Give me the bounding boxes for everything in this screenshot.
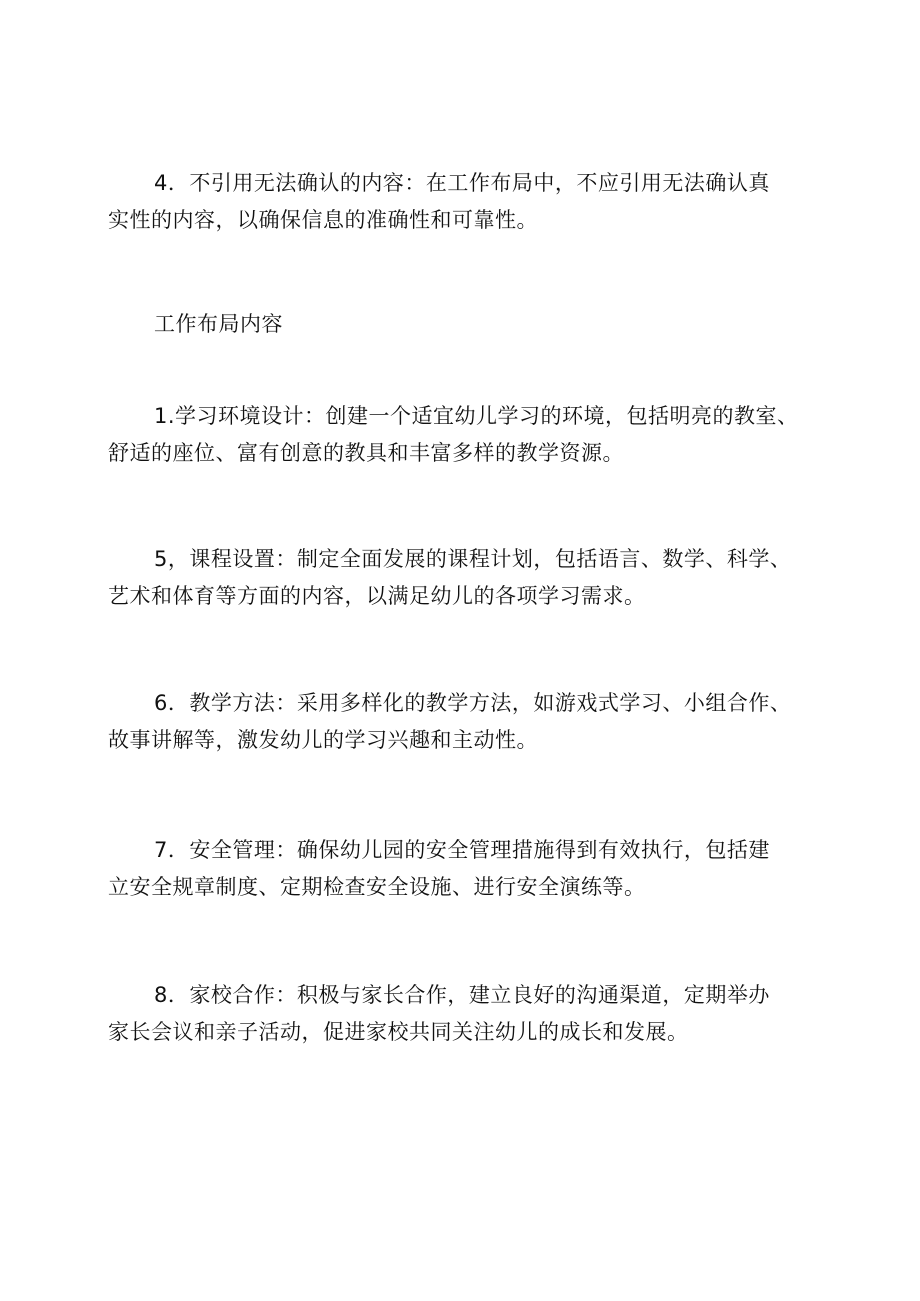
paragraph-line: 家长会议和亲子活动，促进家校共同关注幼儿的成长和发展。 xyxy=(108,1020,689,1044)
paragraph-line: 8．家校合作：积极与家长合作，建立良好的沟通渠道，定期举办 xyxy=(154,983,770,1007)
paragraph-line: 实性的内容，以确保信息的准确性和可靠性。 xyxy=(108,208,538,232)
paragraph-line: 舒适的座位、富有创意的教具和丰富多样的教学资源。 xyxy=(108,441,624,465)
list-item xyxy=(108,977,828,1051)
paragraph-line: 4．不引用无法确认的内容：在工作布局中，不应引用无法确认真 xyxy=(154,171,770,195)
list-item xyxy=(108,832,828,906)
paragraph-line: 艺术和体育等方面的内容，以满足幼儿的各项学习需求。 xyxy=(108,584,646,608)
paragraph-line: 1.学习环境设计：创建一个适宜幼儿学习的环境，包括明亮的教室、 xyxy=(154,404,799,428)
paragraph-line: 5，课程设置：制定全面发展的课程计划，包括语言、数学、科学、 xyxy=(154,547,792,571)
list-item xyxy=(108,398,828,472)
intro-paragraph xyxy=(108,165,828,239)
list-item xyxy=(108,541,828,615)
paragraph-line: 立安全规章制度、定期检查安全设施、进行安全演练等。 xyxy=(108,875,646,899)
paragraph-line: 6．教学方法：采用多样化的教学方法，如游戏式学习、小组合作、 xyxy=(154,691,792,715)
paragraph-line: 7．安全管理：确保幼儿园的安全管理措施得到有效执行，包括建 xyxy=(154,838,770,862)
list-item xyxy=(108,685,828,759)
section-heading: 工作布局内容 xyxy=(154,312,283,336)
paragraph-line: 故事讲解等，激发幼儿的学习兴趣和主动性。 xyxy=(108,728,538,752)
